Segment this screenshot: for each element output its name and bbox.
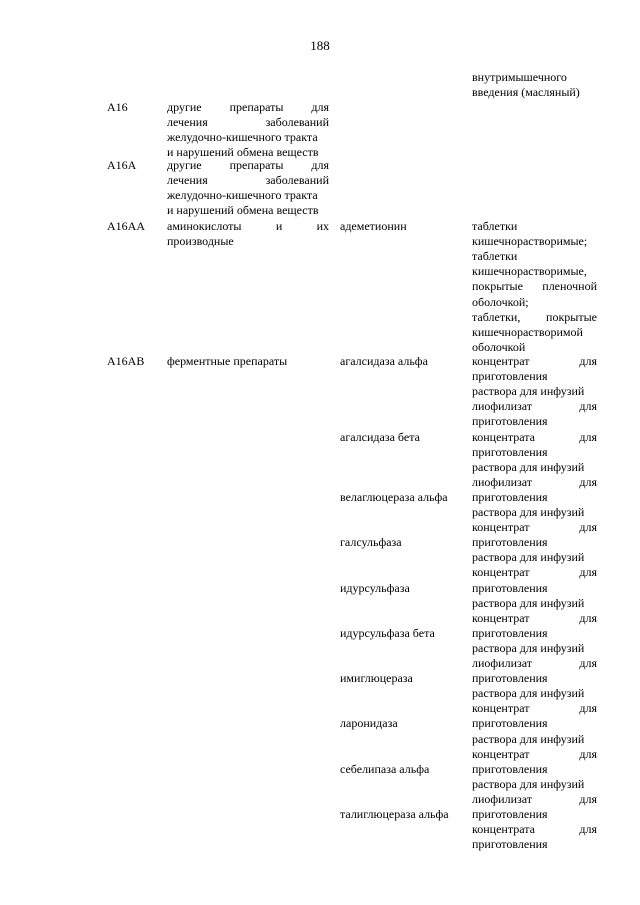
form-line xyxy=(472,520,597,535)
word: заболеваний xyxy=(265,115,329,130)
drug-name: агалсидаза бета xyxy=(340,429,420,444)
form-line: приготовления xyxy=(472,369,548,384)
form-line: приготовления xyxy=(472,414,548,429)
word: концентрат xyxy=(472,520,530,535)
atc-code: A16AB xyxy=(107,354,145,368)
form-line xyxy=(472,430,597,445)
form-line xyxy=(472,792,597,807)
form-line: приготовления xyxy=(472,535,548,550)
word: покрытые xyxy=(546,309,597,324)
word: для xyxy=(311,158,329,172)
word: для xyxy=(579,746,597,761)
form-line: раствора для инфузий xyxy=(472,776,585,791)
word: покрытые xyxy=(472,279,523,294)
form-line xyxy=(472,399,597,414)
page-number: 188 xyxy=(310,38,330,53)
form-line: оболочкой xyxy=(472,339,526,354)
form-line: приготовления xyxy=(472,625,548,640)
form-line xyxy=(472,611,597,626)
form-line: приготовления xyxy=(472,807,548,821)
desc-line: желудочно-кишечного тракта xyxy=(167,130,318,145)
word: лиофилизат xyxy=(472,399,533,414)
desc-line xyxy=(167,115,329,130)
word: препараты xyxy=(229,100,284,114)
word: лечения xyxy=(167,173,208,188)
form-line xyxy=(472,565,597,580)
word: для xyxy=(579,354,597,368)
form-line: раствора для инфузий xyxy=(472,550,585,565)
word: для xyxy=(579,701,597,716)
drug-name: себелипаза альфа xyxy=(340,761,430,776)
form-line: раствора для инфузий xyxy=(472,595,585,610)
word: их xyxy=(316,219,329,233)
atc-code: A16A xyxy=(107,158,137,172)
form-line: раствора для инфузий xyxy=(472,640,585,655)
drug-name: имиглюцераза xyxy=(340,671,413,686)
form-line xyxy=(472,656,597,671)
desc-line: производные xyxy=(167,234,234,249)
word: концентрата xyxy=(472,822,535,837)
form-line xyxy=(472,310,597,325)
drug-name: велаглюцераза альфа xyxy=(340,489,448,504)
form-line: раствора для инфузий xyxy=(472,731,585,746)
desc-line xyxy=(167,158,329,173)
desc-line: и нарушений обмена веществ xyxy=(167,203,319,218)
desc-line: ферментные препараты xyxy=(167,354,288,368)
form-line xyxy=(472,354,597,369)
word: аминокислоты xyxy=(167,219,242,233)
word: лиофилизат xyxy=(472,791,533,806)
form-line: кишечнорастворимой xyxy=(472,324,583,339)
form-line: приготовления xyxy=(472,671,548,686)
word: лечения xyxy=(167,115,208,130)
atc-code: A16 xyxy=(107,100,128,114)
atc-code: A16AA xyxy=(107,219,145,233)
form-line: раствора для инфузий xyxy=(472,505,585,519)
word: и xyxy=(275,219,283,233)
drug-name: ларонидаза xyxy=(340,716,398,731)
form-line: приготовления xyxy=(472,580,548,595)
form-line: раствора для инфузий xyxy=(472,459,585,474)
form-line: приготовления xyxy=(472,444,548,459)
word: для xyxy=(579,822,597,837)
form-line: введения (масляный) xyxy=(472,85,580,100)
word: концентрат xyxy=(472,354,530,368)
form-line: приготовления xyxy=(472,837,548,852)
word: для xyxy=(579,565,597,580)
form-line: оболочкой; xyxy=(472,294,529,309)
word: для xyxy=(579,610,597,625)
drug-name: идурсульфаза xyxy=(340,580,410,595)
form-line xyxy=(472,747,597,762)
word: концентрата xyxy=(472,429,535,444)
word: для xyxy=(579,791,597,806)
word: концентрат xyxy=(472,746,530,761)
form-line xyxy=(472,822,597,837)
desc-line xyxy=(167,219,329,234)
form-line xyxy=(472,701,597,716)
word: лиофилизат xyxy=(472,474,533,489)
form-line xyxy=(472,475,597,490)
form-line: приготовления xyxy=(472,761,548,776)
word: для xyxy=(579,429,597,444)
form-line: приготовления xyxy=(472,489,548,504)
word: концентрат xyxy=(472,610,530,625)
drug-name: галсульфаза xyxy=(340,535,402,550)
word: препараты xyxy=(229,158,284,172)
drug-name: идурсульфаза бета xyxy=(340,625,435,640)
word: для xyxy=(579,656,597,670)
form-line: таблетки xyxy=(472,219,518,233)
form-line: раствора для инфузий xyxy=(472,384,585,399)
form-line: приготовления xyxy=(472,716,548,731)
form-line: кишечнорастворимые; xyxy=(472,234,588,249)
word: концентрат xyxy=(472,701,530,716)
word: для xyxy=(579,399,597,414)
word: пленочной xyxy=(542,279,597,294)
drug-name: агалсидаза альфа xyxy=(340,354,428,368)
word: лиофилизат xyxy=(472,656,533,670)
word: другие xyxy=(167,100,202,114)
form-line: кишечнорастворимые, xyxy=(472,264,587,279)
form-line: раствора для инфузий xyxy=(472,686,585,701)
form-line xyxy=(472,279,597,294)
word: концентрат xyxy=(472,565,530,580)
word: для xyxy=(579,520,597,535)
word: для xyxy=(311,100,329,114)
word: другие xyxy=(167,158,202,172)
form-line: внутримышечного xyxy=(472,70,567,84)
desc-line xyxy=(167,100,329,115)
word: таблетки, xyxy=(472,309,521,324)
drug-name: адеметионин xyxy=(340,219,407,233)
word: для xyxy=(579,474,597,489)
desc-line: желудочно-кишечного тракта xyxy=(167,188,318,203)
desc-line: и нарушений обмена веществ xyxy=(167,145,319,160)
form-line: таблетки xyxy=(472,249,518,264)
drug-name: талиглюцераза альфа xyxy=(340,807,449,821)
word: заболеваний xyxy=(265,173,329,188)
desc-line xyxy=(167,173,329,188)
